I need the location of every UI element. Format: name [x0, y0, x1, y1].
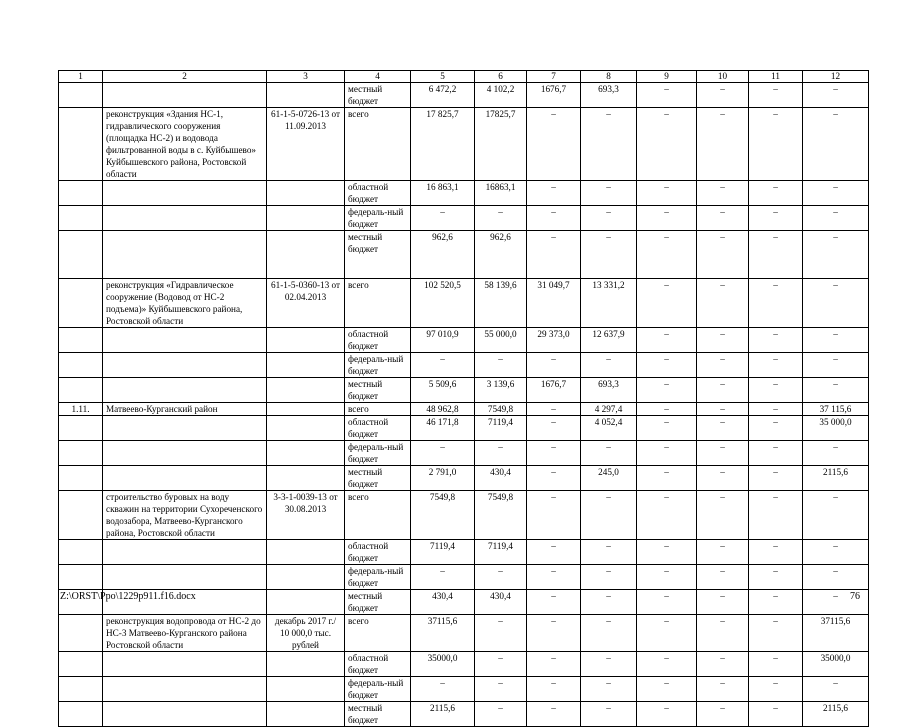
- table-cell: –: [697, 83, 749, 108]
- table-cell: –: [697, 491, 749, 540]
- table-cell: [267, 416, 345, 441]
- table-cell: 1676,7: [527, 378, 581, 403]
- table-cell: областной бюджет: [345, 328, 411, 353]
- table-cell: [59, 416, 103, 441]
- table-cell: –: [749, 279, 803, 328]
- table-cell: –: [581, 590, 637, 615]
- table-cell: 2115,6: [803, 466, 869, 491]
- table-cell: –: [637, 702, 697, 727]
- table-cell: [59, 181, 103, 206]
- table-cell: областной бюджет: [345, 181, 411, 206]
- column-number: 12: [803, 71, 869, 83]
- table-cell: –: [749, 206, 803, 231]
- table-cell: [267, 565, 345, 590]
- table-row: [59, 378, 869, 403]
- table-cell: –: [697, 540, 749, 565]
- table-cell: [103, 181, 267, 206]
- table-cell: [103, 83, 267, 108]
- table-cell: 35000,0: [411, 652, 475, 677]
- table-cell: [267, 652, 345, 677]
- table-row: [59, 279, 869, 328]
- table-cell: областной бюджет: [345, 416, 411, 441]
- table-cell: –: [581, 702, 637, 727]
- table-cell: всего: [345, 279, 411, 328]
- table-cell: –: [527, 181, 581, 206]
- table-cell: [59, 328, 103, 353]
- budget-table: [58, 70, 869, 727]
- table-cell: федераль-ный бюджет: [345, 565, 411, 590]
- table-cell: 3-3-1-0039-13 от 30.08.2013: [267, 491, 345, 540]
- table-cell: –: [749, 181, 803, 206]
- table-cell: всего: [345, 615, 411, 652]
- table-cell: –: [527, 108, 581, 181]
- table-cell: 31 049,7: [527, 279, 581, 328]
- table-cell: 12 637,9: [581, 328, 637, 353]
- table-cell: –: [749, 615, 803, 652]
- table-cell: –: [475, 702, 527, 727]
- table-cell: –: [411, 565, 475, 590]
- table-cell: –: [637, 491, 697, 540]
- table-cell: –: [803, 590, 869, 615]
- table-cell: [267, 231, 345, 279]
- table-cell: 37 115,6: [803, 403, 869, 416]
- table-cell: 55 000,0: [475, 328, 527, 353]
- table-cell: –: [581, 441, 637, 466]
- table-cell: [267, 206, 345, 231]
- table-cell: 5 509,6: [411, 378, 475, 403]
- table-cell: –: [749, 677, 803, 702]
- table-cell: –: [637, 206, 697, 231]
- table-cell: –: [581, 677, 637, 702]
- table-cell: –: [637, 466, 697, 491]
- table-cell: Матвеево-Курганский район: [103, 403, 267, 416]
- table-row: [59, 231, 869, 279]
- table-cell: 430,4: [475, 466, 527, 491]
- table-cell: [59, 353, 103, 378]
- table-cell: 7119,4: [475, 540, 527, 565]
- table-cell: [267, 466, 345, 491]
- table-cell: –: [527, 677, 581, 702]
- table-cell: –: [475, 677, 527, 702]
- table-cell: –: [697, 702, 749, 727]
- table-cell: [59, 491, 103, 540]
- table-cell: –: [581, 615, 637, 652]
- table-cell: –: [803, 677, 869, 702]
- table-cell: 1676,7: [527, 83, 581, 108]
- table-cell: –: [527, 231, 581, 279]
- table-cell: –: [749, 491, 803, 540]
- table-cell: –: [527, 206, 581, 231]
- table-cell: [59, 466, 103, 491]
- file-path: Z:\ORST\Ppo\1229p911.f16.docx: [60, 591, 196, 602]
- column-number: 4: [345, 71, 411, 83]
- table-cell: –: [749, 328, 803, 353]
- table-cell: –: [749, 353, 803, 378]
- table-cell: –: [749, 441, 803, 466]
- table-cell: –: [749, 416, 803, 441]
- table-cell: –: [697, 565, 749, 590]
- table-cell: [103, 206, 267, 231]
- table-cell: [267, 677, 345, 702]
- table-cell: 430,4: [411, 590, 475, 615]
- table-cell: местный бюджет: [345, 231, 411, 279]
- table-row: [59, 353, 869, 378]
- table-row: [59, 677, 869, 702]
- table-cell: федераль-ный бюджет: [345, 353, 411, 378]
- table-cell: декабрь 2017 г./ 10 000,0 тыс. рублей: [267, 615, 345, 652]
- table-cell: 37115,6: [411, 615, 475, 652]
- table-cell: –: [697, 181, 749, 206]
- table-cell: 3 139,6: [475, 378, 527, 403]
- column-number: 7: [527, 71, 581, 83]
- table-cell: 102 520,5: [411, 279, 475, 328]
- table-cell: –: [637, 231, 697, 279]
- table-cell: –: [411, 441, 475, 466]
- table-cell: 4 297,4: [581, 403, 637, 416]
- table-row: [59, 328, 869, 353]
- table-cell: –: [697, 652, 749, 677]
- table-cell: –: [697, 328, 749, 353]
- table-cell: –: [803, 328, 869, 353]
- table-cell: [59, 565, 103, 590]
- table-cell: –: [803, 83, 869, 108]
- table-cell: –: [411, 677, 475, 702]
- table-cell: –: [637, 416, 697, 441]
- table-cell: –: [527, 441, 581, 466]
- header-row: [59, 71, 869, 83]
- table-cell: –: [637, 615, 697, 652]
- table-cell: реконструкция водопровода от НС-2 до НС-3 Матвеево-Курганского района Ростовской области: [103, 615, 267, 652]
- table-cell: 7549,8: [475, 491, 527, 540]
- table-cell: –: [581, 565, 637, 590]
- table-row: [59, 108, 869, 181]
- table-cell: [103, 231, 267, 279]
- table-cell: 4 052,4: [581, 416, 637, 441]
- table-cell: –: [749, 231, 803, 279]
- table-row: [59, 441, 869, 466]
- table-cell: –: [527, 540, 581, 565]
- table-cell: [103, 652, 267, 677]
- table-cell: [267, 83, 345, 108]
- table-cell: [59, 441, 103, 466]
- table-cell: 2115,6: [803, 702, 869, 727]
- table-cell: –: [697, 403, 749, 416]
- table-cell: –: [527, 590, 581, 615]
- table-cell: [267, 403, 345, 416]
- table-cell: –: [749, 83, 803, 108]
- table-cell: –: [697, 279, 749, 328]
- table-cell: –: [475, 615, 527, 652]
- table-cell: –: [527, 615, 581, 652]
- table-cell: –: [697, 466, 749, 491]
- table-cell: [59, 702, 103, 727]
- column-number: 8: [581, 71, 637, 83]
- table-cell: –: [637, 328, 697, 353]
- table-cell: [59, 378, 103, 403]
- table-cell: –: [581, 181, 637, 206]
- table-cell: –: [749, 378, 803, 403]
- table-cell: –: [581, 206, 637, 231]
- table-cell: федераль-ный бюджет: [345, 441, 411, 466]
- table-cell: –: [803, 441, 869, 466]
- table-row: [59, 565, 869, 590]
- table-cell: –: [581, 353, 637, 378]
- table-cell: [267, 702, 345, 727]
- table-cell: федераль-ный бюджет: [345, 206, 411, 231]
- table-cell: –: [475, 206, 527, 231]
- table-cell: [267, 441, 345, 466]
- table-cell: –: [803, 181, 869, 206]
- table-cell: –: [475, 565, 527, 590]
- table-cell: 97 010,9: [411, 328, 475, 353]
- table-cell: –: [637, 565, 697, 590]
- table-cell: [59, 652, 103, 677]
- column-number: 11: [749, 71, 803, 83]
- table-row: [59, 206, 869, 231]
- table-cell: –: [803, 231, 869, 279]
- table-cell: –: [581, 652, 637, 677]
- table-cell: –: [637, 590, 697, 615]
- table-cell: [103, 540, 267, 565]
- table-cell: –: [803, 378, 869, 403]
- table-cell: –: [637, 181, 697, 206]
- table-cell: местный бюджет: [345, 590, 411, 615]
- table-cell: 58 139,6: [475, 279, 527, 328]
- table-cell: 61-1-5-0360-13 от 02.04.2013: [267, 279, 345, 328]
- table-cell: –: [581, 108, 637, 181]
- table-cell: 693,3: [581, 378, 637, 403]
- table-cell: [59, 206, 103, 231]
- page-number: 76: [850, 591, 860, 602]
- table-cell: 16 863,1: [411, 181, 475, 206]
- table-cell: –: [637, 441, 697, 466]
- table-cell: [59, 231, 103, 279]
- table-cell: –: [637, 540, 697, 565]
- column-number: 2: [103, 71, 267, 83]
- table-cell: федераль-ный бюджет: [345, 677, 411, 702]
- table-cell: –: [527, 702, 581, 727]
- table-cell: –: [527, 416, 581, 441]
- column-number: 3: [267, 71, 345, 83]
- table-cell: 35 000,0: [803, 416, 869, 441]
- table-cell: –: [637, 353, 697, 378]
- table-cell: –: [581, 231, 637, 279]
- table-cell: –: [803, 279, 869, 328]
- column-number: 10: [697, 71, 749, 83]
- table-cell: 2 791,0: [411, 466, 475, 491]
- table-cell: –: [803, 206, 869, 231]
- table-cell: –: [697, 206, 749, 231]
- table-cell: –: [749, 403, 803, 416]
- table-cell: –: [697, 231, 749, 279]
- table-cell: –: [637, 279, 697, 328]
- table-cell: [103, 441, 267, 466]
- table-cell: –: [475, 353, 527, 378]
- table-row: [59, 702, 869, 727]
- table-cell: [59, 279, 103, 328]
- table-cell: [59, 108, 103, 181]
- column-number: 9: [637, 71, 697, 83]
- table-cell: 6 472,2: [411, 83, 475, 108]
- table-cell: [103, 353, 267, 378]
- table-cell: –: [637, 83, 697, 108]
- table-cell: 4 102,2: [475, 83, 527, 108]
- table-cell: [103, 702, 267, 727]
- table-cell: 7119,4: [411, 540, 475, 565]
- column-number: 5: [411, 71, 475, 83]
- table-cell: –: [411, 206, 475, 231]
- table-cell: 693,3: [581, 83, 637, 108]
- table-cell: 37115,6: [803, 615, 869, 652]
- table-cell: –: [527, 353, 581, 378]
- column-number: 6: [475, 71, 527, 83]
- table-cell: –: [475, 652, 527, 677]
- table-cell: 29 373,0: [527, 328, 581, 353]
- table-cell: 13 331,2: [581, 279, 637, 328]
- table-cell: местный бюджет: [345, 378, 411, 403]
- table-cell: –: [581, 540, 637, 565]
- table-cell: –: [749, 652, 803, 677]
- table-cell: [267, 540, 345, 565]
- table-row: [59, 615, 869, 652]
- table-cell: –: [581, 491, 637, 540]
- table-cell: реконструкция «Здания НС-1, гидравлического сооружения (площадка НС-2) и водовода фильтрованной воды в с. Куйбышево» Куйбышевского района, Ростовской области: [103, 108, 267, 181]
- table-cell: областной бюджет: [345, 652, 411, 677]
- table-cell: –: [637, 677, 697, 702]
- table-cell: 7119,4: [475, 416, 527, 441]
- table-cell: реконструкция «Гидравлическое сооружение (Водовод от НС-2 подъема)» Куйбышевского района, Ростовской области: [103, 279, 267, 328]
- table-cell: –: [527, 403, 581, 416]
- table-cell: 7549,8: [475, 403, 527, 416]
- table-cell: 430,4: [475, 590, 527, 615]
- table-cell: строительство буровых на воду скважин на территории Сухореченского водозабора, Матвеево-Курганского района, Ростовской области: [103, 491, 267, 540]
- table-cell: –: [697, 416, 749, 441]
- table-cell: 17825,7: [475, 108, 527, 181]
- table-cell: [103, 416, 267, 441]
- table-cell: –: [749, 108, 803, 181]
- table-cell: [267, 181, 345, 206]
- table-cell: –: [697, 378, 749, 403]
- table-cell: [103, 466, 267, 491]
- table-cell: [103, 565, 267, 590]
- table-cell: [267, 378, 345, 403]
- table-cell: 35000,0: [803, 652, 869, 677]
- table-cell: –: [803, 565, 869, 590]
- table-cell: всего: [345, 108, 411, 181]
- table-cell: –: [411, 353, 475, 378]
- table-cell: –: [803, 540, 869, 565]
- table-cell: –: [803, 353, 869, 378]
- table-row: [59, 466, 869, 491]
- table-row: [59, 491, 869, 540]
- table-cell: [267, 353, 345, 378]
- table-cell: –: [637, 108, 697, 181]
- table-cell: 16863,1: [475, 181, 527, 206]
- table-cell: 1.11.: [59, 403, 103, 416]
- table-row: [59, 416, 869, 441]
- table-cell: местный бюджет: [345, 83, 411, 108]
- table-row: [59, 403, 869, 416]
- table-cell: 17 825,7: [411, 108, 475, 181]
- table-cell: –: [697, 441, 749, 466]
- table-cell: 962,6: [411, 231, 475, 279]
- table-cell: [59, 83, 103, 108]
- table-cell: 48 962,8: [411, 403, 475, 416]
- table-cell: –: [637, 378, 697, 403]
- table-cell: –: [697, 353, 749, 378]
- table-row: [59, 181, 869, 206]
- table-cell: –: [697, 615, 749, 652]
- table-cell: –: [697, 677, 749, 702]
- table-cell: –: [803, 108, 869, 181]
- table-cell: –: [749, 702, 803, 727]
- table-cell: –: [527, 466, 581, 491]
- table-cell: –: [749, 540, 803, 565]
- table-cell: –: [527, 491, 581, 540]
- table-cell: –: [697, 108, 749, 181]
- table-row: [59, 652, 869, 677]
- table-cell: [59, 677, 103, 702]
- table-cell: [103, 677, 267, 702]
- table-cell: областной бюджет: [345, 540, 411, 565]
- table-cell: всего: [345, 403, 411, 416]
- table-cell: [103, 328, 267, 353]
- table-cell: –: [527, 652, 581, 677]
- table-cell: –: [637, 652, 697, 677]
- table-cell: [267, 590, 345, 615]
- table-cell: местный бюджет: [345, 466, 411, 491]
- table-cell: [59, 540, 103, 565]
- table-cell: всего: [345, 491, 411, 540]
- table-cell: [59, 615, 103, 652]
- table-row: [59, 83, 869, 108]
- table-cell: 2115,6: [411, 702, 475, 727]
- table-cell: –: [637, 403, 697, 416]
- table-cell: –: [749, 466, 803, 491]
- table-cell: 61-1-5-0726-13 от 11.09.2013: [267, 108, 345, 181]
- table-cell: –: [475, 441, 527, 466]
- table-cell: –: [803, 491, 869, 540]
- table-cell: 245,0: [581, 466, 637, 491]
- table-row: [59, 540, 869, 565]
- table-cell: 46 171,8: [411, 416, 475, 441]
- table-cell: местный бюджет: [345, 702, 411, 727]
- table-cell: –: [697, 590, 749, 615]
- table-cell: 7549,8: [411, 491, 475, 540]
- table-cell: –: [527, 565, 581, 590]
- table-cell: 962,6: [475, 231, 527, 279]
- table-cell: [267, 328, 345, 353]
- table-cell: –: [749, 565, 803, 590]
- column-number: 1: [59, 71, 103, 83]
- table-cell: –: [749, 590, 803, 615]
- table-cell: [103, 378, 267, 403]
